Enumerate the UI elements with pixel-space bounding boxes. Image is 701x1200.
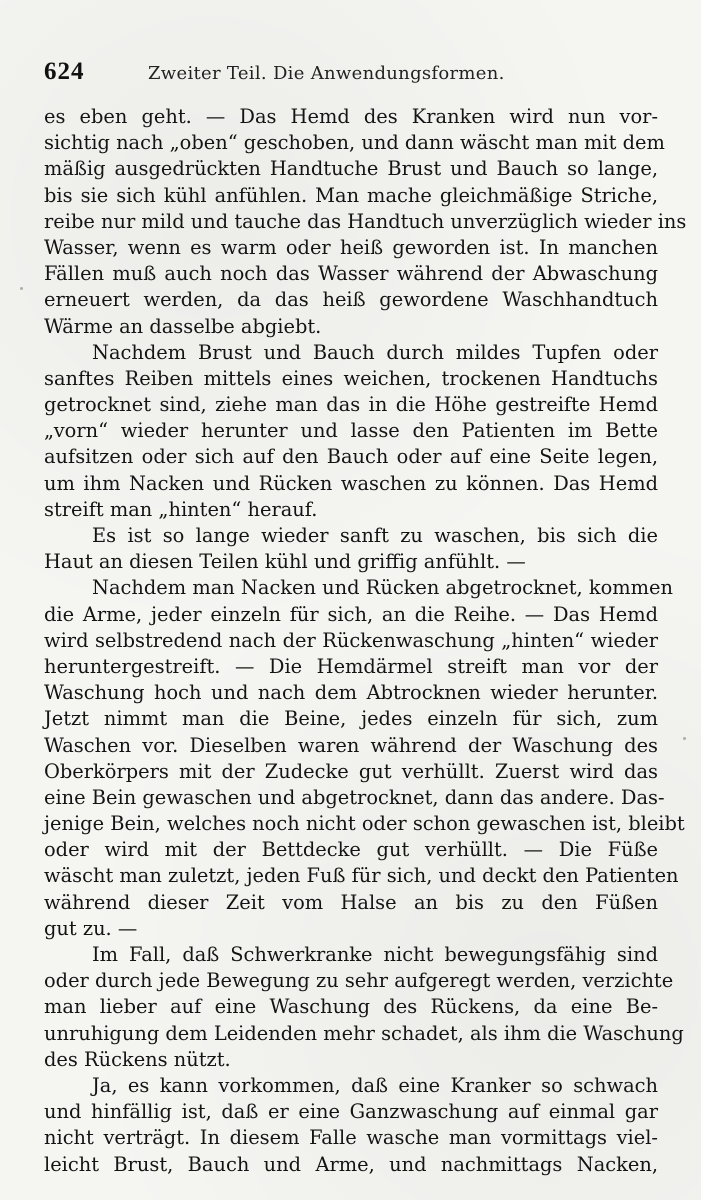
text-line: Waschen vor. Dieselben waren während der Waschung des [44, 733, 658, 757]
text-line: oder wird mit der Bettdecke gut verhüllt. — Die Füße [44, 838, 658, 862]
text-line: wird selbstredend nach der Rückenwaschung „hinten“ wieder [44, 628, 658, 652]
text-line: während dieser Zeit vom Halse an bis zu den Füßen [44, 890, 658, 914]
text-line: Jetzt nimmt man die Beine, jedes einzeln für sich, zum [44, 707, 658, 731]
text-line: sichtig nach „oben“ geschoben, und dann wäscht man mit dem [44, 131, 665, 155]
page-number: 624 [44, 58, 85, 85]
text-line: es eben geht. — Das Hemd des Kranken wird nun vor- [44, 105, 658, 128]
text-line: des Rückens nützt. [44, 1047, 231, 1071]
text-line: unruhigung dem Leidenden mehr schadet, als ihm die Waschung [44, 1021, 684, 1045]
body-text [44, 104, 687, 1178]
text-line: oder durch jede Bewegung zu sehr aufgeregt werden, verzichte [44, 969, 674, 993]
text-line: aufsitzen oder sich auf den Bauch oder auf eine Seite legen, [44, 445, 658, 469]
text-line: Oberkörpers mit der Zudecke gut verhüllt. Zuerst wird das [44, 759, 658, 783]
text-line: „vorn“ wieder herunter und lasse den Patienten im Bette [44, 419, 658, 443]
text-line: heruntergestreift. — Die Hemdärmel streift man vor der [44, 654, 658, 678]
text-line: die Arme, jeder einzeln für sich, an die Reihe. — Das Hemd [44, 602, 658, 626]
text-line: um ihm Nacken und Rücken waschen zu können. Das Hemd [44, 471, 658, 495]
text-line: Es ist so lange wieder sanft zu waschen, bis sich die [92, 524, 658, 547]
print-speck [20, 287, 23, 290]
text-line: reibe nur mild und tauche das Handtuch unverzüglich wieder ins [44, 209, 687, 233]
page-header [44, 58, 657, 96]
text-line: nicht verträgt. In diesem Falle wasche man vormittags viel- [44, 1126, 658, 1150]
text-line: Im Fall, daß Schwerkranke nicht bewegungsfähig sind [92, 943, 658, 966]
text-line: gut zu. — [44, 916, 138, 940]
text-line: Nachdem man Nacken und Rücken abgetrocknet, kommen [92, 576, 674, 600]
text-line: Wasser, wenn es warm oder heiß geworden ist. In manchen [44, 235, 658, 259]
text-line: Waschung hoch und nach dem Abtrocknen wieder herunter. [44, 681, 658, 705]
text-line: mäßig ausgedrückten Handtuche Brust und Bauch so lange, [44, 157, 658, 181]
print-speck [305, 565, 307, 567]
text-line: leicht Brust, Bauch und Arme, und nachmittags Nacken, [44, 1152, 658, 1176]
text-line: Haut an diesen Teilen kühl und griffig anfühlt. — [44, 550, 526, 574]
text-line: Wärme an dasselbe abgiebt. [44, 314, 322, 338]
text-line: wäscht man zuletzt, jeden Fuß für sich, und deckt den Patienten [44, 864, 679, 888]
text-line: bis sie sich kühl anfühlen. Man mache gleichmäßige Striche, [44, 183, 658, 207]
text-line: Fällen muß auch noch das Wasser während der Abwaschung [44, 262, 658, 286]
text-line: eine Bein gewaschen und abgetrocknet, dann das andere. Das- [44, 785, 665, 809]
print-speck [683, 737, 686, 740]
running-title: Zweiter Teil. Die Anwendungsformen. [148, 63, 505, 84]
text-line: streift man „hinten“ herauf. [44, 497, 318, 521]
text-line: getrocknet sind, ziehe man das in die Höhe gestreifte Hemd [44, 393, 658, 417]
text-line: jenige Bein, welches noch nicht oder schon gewaschen ist, bleibt [44, 812, 685, 836]
text-line: erneuert werden, da das heiß gewordene Waschhandtuch [44, 288, 658, 312]
text-line: Nachdem Brust und Bauch durch mildes Tupfen oder [92, 340, 658, 364]
text-line: man lieber auf eine Waschung des Rückens, da eine Be- [44, 995, 658, 1019]
text-line: Ja, es kann vorkommen, daß eine Kranker so schwach [92, 1073, 658, 1097]
text-line: und hinfällig ist, daß er eine Ganzwaschung auf einmal gar [44, 1100, 658, 1124]
text-line: sanftes Reiben mittels eines weichen, trockenen Handtuchs [44, 366, 658, 390]
